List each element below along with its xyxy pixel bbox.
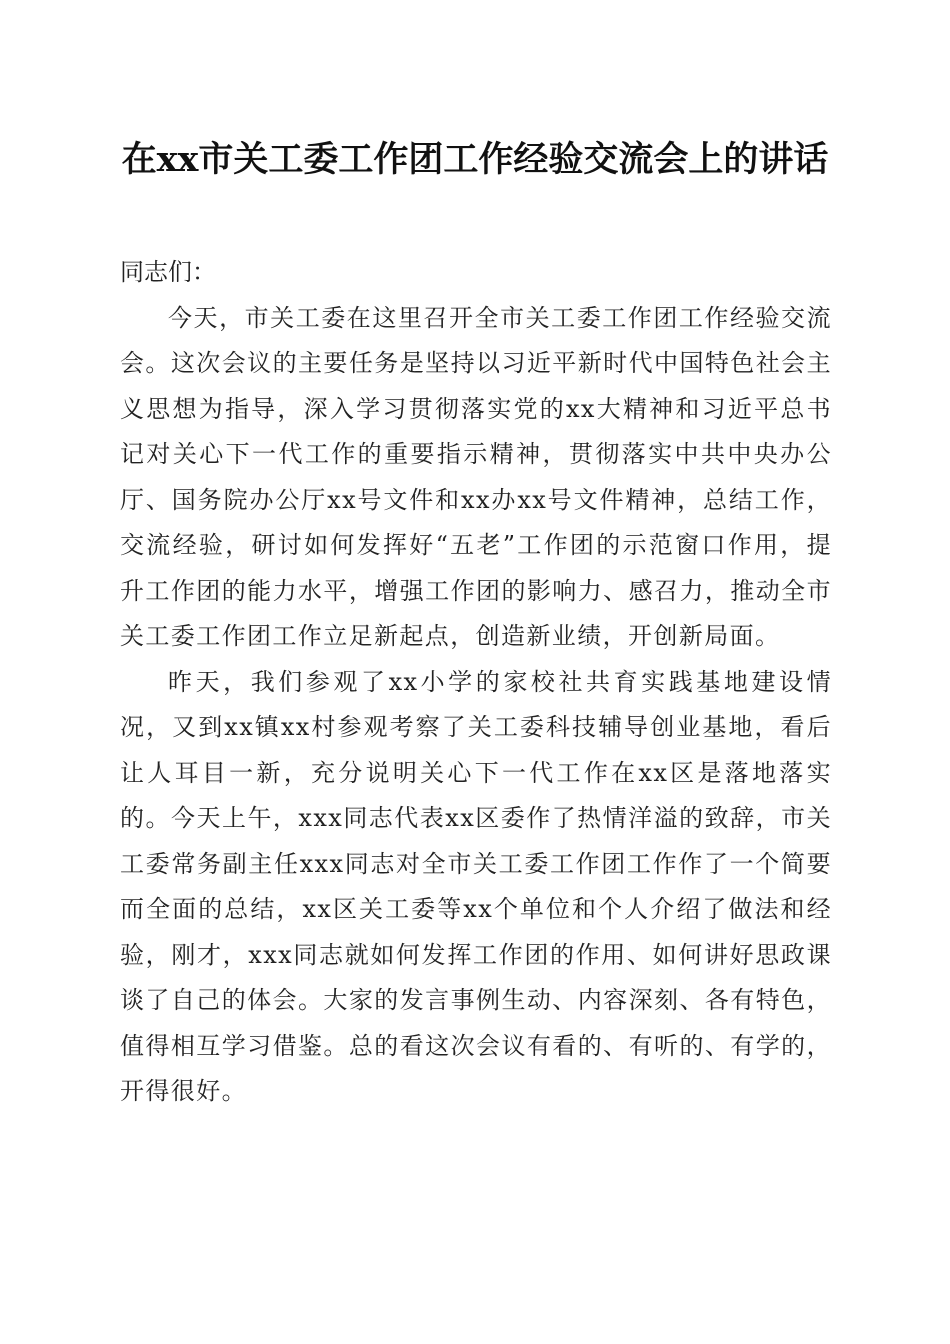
salutation: 同志们： (120, 258, 216, 286)
document-title: 在xx市关工委工作团工作经验交流会上的讲话 (121, 139, 829, 180)
paragraph-2: 昨天，我们参观了xx小学的家校社共育实践基地建设情况，又到xx镇xx村参观考察了关工委科技辅导创业基地，看后让人耳目一新，充分说明关心下一代工作在xx区是落地落实的。今天上午，xxx同志代表xx区委作了热情洋溢的致辞，市关工委常务副主任xxx同志对全市关工委工作团工作作了一个简要而全面的总结，xx区关工委等xx个单位和个人介绍了做法和经验，刚才，xxx同志就如何发挥工作团的作用、如何讲好思政课谈了自己的体会。大家的发言事例生动、内容深刻、各有特色，值得相互学习借鉴。总的看这次会议有看的、有听的、有学的，开得很好。 (120, 667, 832, 1105)
paragraph-1: 今天，市关工委在这里召开全市关工委工作团工作经验交流会。这次会议的主要任务是坚持以习近平新时代中国特色社会主义思想为指导，深入学习贯彻落实党的xx大精神和习近平总书记对关心下一代工作的重要指示精神，贯彻落实中共中央办公厅、国务院办公厅xx号文件和xx办xx号文件精神，总结工作，交流经验，研讨如何发挥好“五老”工作团的示范窗口作用，提升工作团的能力水平，增强工作团的影响力、感召力，推动全市关工委工作团工作立足新起点，创造新业绩，开创新局面。 (120, 303, 832, 650)
document-body (120, 250, 832, 1115)
